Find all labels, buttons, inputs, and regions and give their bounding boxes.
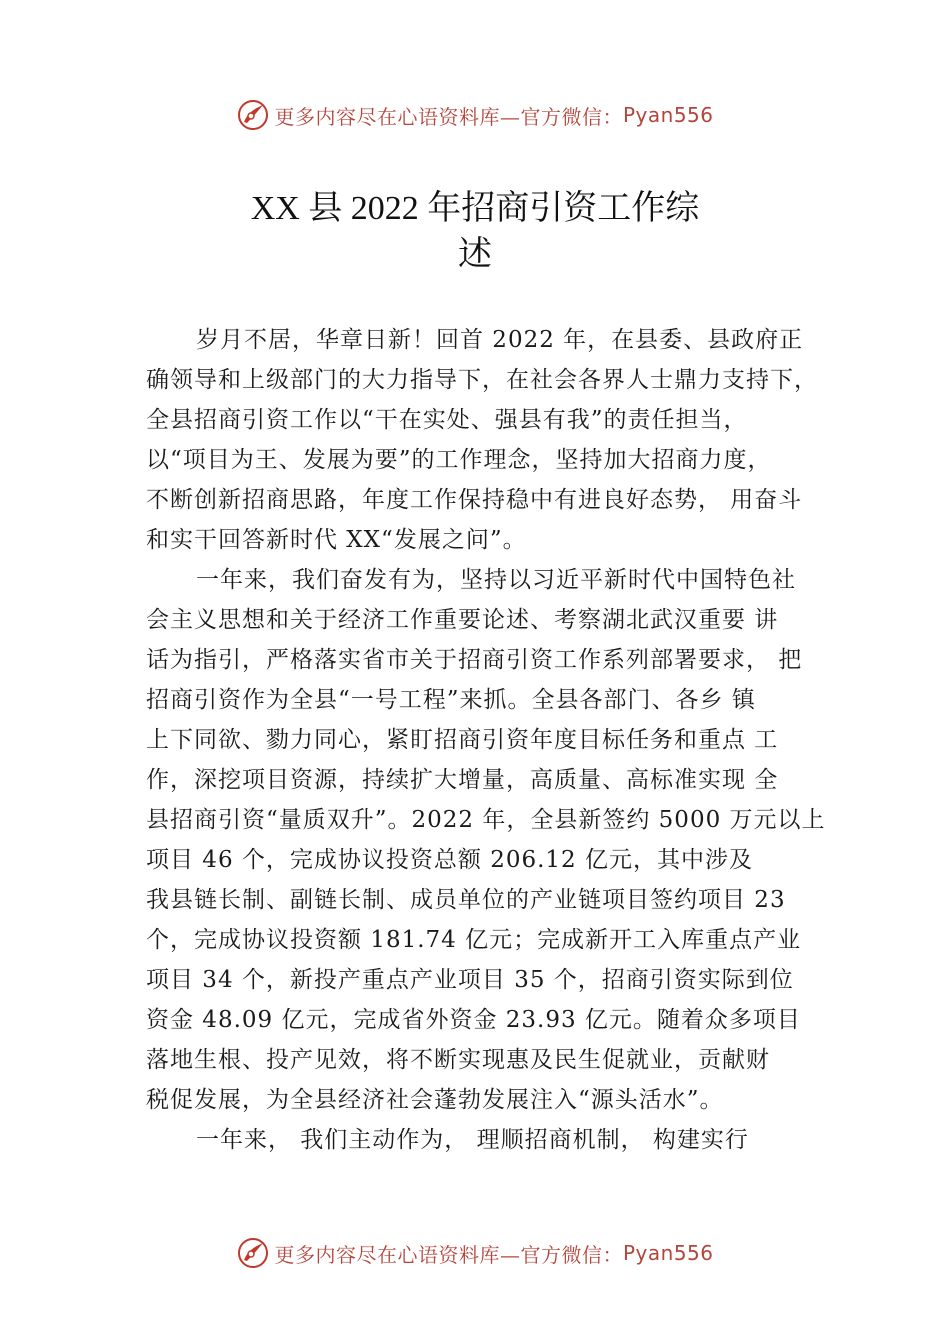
text-line: 招商引资作为全县“一号工程”来抓。全县各部门、各乡 镇 bbox=[146, 687, 756, 713]
text-line: 不断创新招商思路，年度工作保持稳中有进良好态势， 用奋斗 bbox=[146, 487, 803, 513]
text-line: 税促发展，为全县经济社会蓬勃发展注入“源头活水”。 bbox=[146, 1087, 724, 1113]
text-line: 以“项目为王、发展为要”的工作理念，坚持加大招商力度， bbox=[146, 447, 772, 473]
text-line: 落地生根、投产见效，将不断实现惠及民生促就业，贡献财 bbox=[146, 1047, 770, 1073]
text-line: 岁月不居，华章日新！回首 2022 年，在县委、县政府正 bbox=[196, 327, 804, 353]
text-line: 县招商引资“量质双升”。2022 年，全县新签约 5000 万元以上 bbox=[146, 807, 826, 833]
text-line: 个，完成协议投资额 181.74 亿元；完成新开工入库重点产业 bbox=[146, 927, 802, 953]
title-line: XX 县 2022 年招商引资工作综 bbox=[250, 190, 700, 227]
text-line: 我县链长制、副链长制、成员单位的产业链项目签约项目 23 bbox=[146, 887, 786, 913]
text-line: 上下同欲、勠力同心，紧盯招商引资年度目标任务和重点 工 bbox=[146, 727, 779, 753]
brush-logo-icon bbox=[236, 98, 270, 132]
footer-banner bbox=[0, 1233, 950, 1273]
text-line: 项目 34 个，新投产重点产业项目 35 个，招商引资实际到位 bbox=[146, 967, 794, 993]
brush-logo-icon bbox=[236, 1236, 270, 1270]
text-line: 一年来， 我们主动作为， 理顺招商机制， 构建实行 bbox=[196, 1127, 749, 1153]
banner-text: 更多内容尽在心语资料库—官方微信： bbox=[274, 104, 623, 129]
text-line: 一年来，我们奋发有为，坚持以习近平新时代中国特色社 bbox=[196, 567, 796, 593]
document-title bbox=[0, 186, 950, 278]
text-line: 会主义思想和关于经济工作重要论述、考察湖北武汉重要 讲 bbox=[146, 607, 779, 633]
wechat-id: Pyan556 bbox=[622, 103, 714, 127]
text-line: 项目 46 个，完成协议投资总额 206.12 亿元，其中涉及 bbox=[146, 847, 753, 873]
text-line: 资金 48.09 亿元，完成省外资金 23.93 亿元。随着众多项目 bbox=[146, 1007, 801, 1033]
text-line: 确领导和上级部门的大力指导下，在社会各界人士鼎力支持下， bbox=[146, 367, 818, 393]
text-line: 和实干回答新时代 XX“发展之问”。 bbox=[146, 527, 527, 553]
text-line: 全县招商引资工作以“干在实处、强县有我”的责任担当， bbox=[146, 407, 748, 433]
document-body bbox=[146, 320, 836, 1160]
wechat-id: Pyan556 bbox=[622, 1241, 714, 1265]
text-line: 作，深挖项目资源，持续扩大增量，高质量、高标准实现 全 bbox=[146, 767, 779, 793]
header-banner bbox=[0, 95, 950, 135]
title-line: 述 bbox=[458, 236, 492, 273]
banner-text: 更多内容尽在心语资料库—官方微信： bbox=[274, 1242, 623, 1267]
text-line: 话为指引，严格落实省市关于招商引资工作系列部署要求， 把 bbox=[146, 647, 803, 673]
